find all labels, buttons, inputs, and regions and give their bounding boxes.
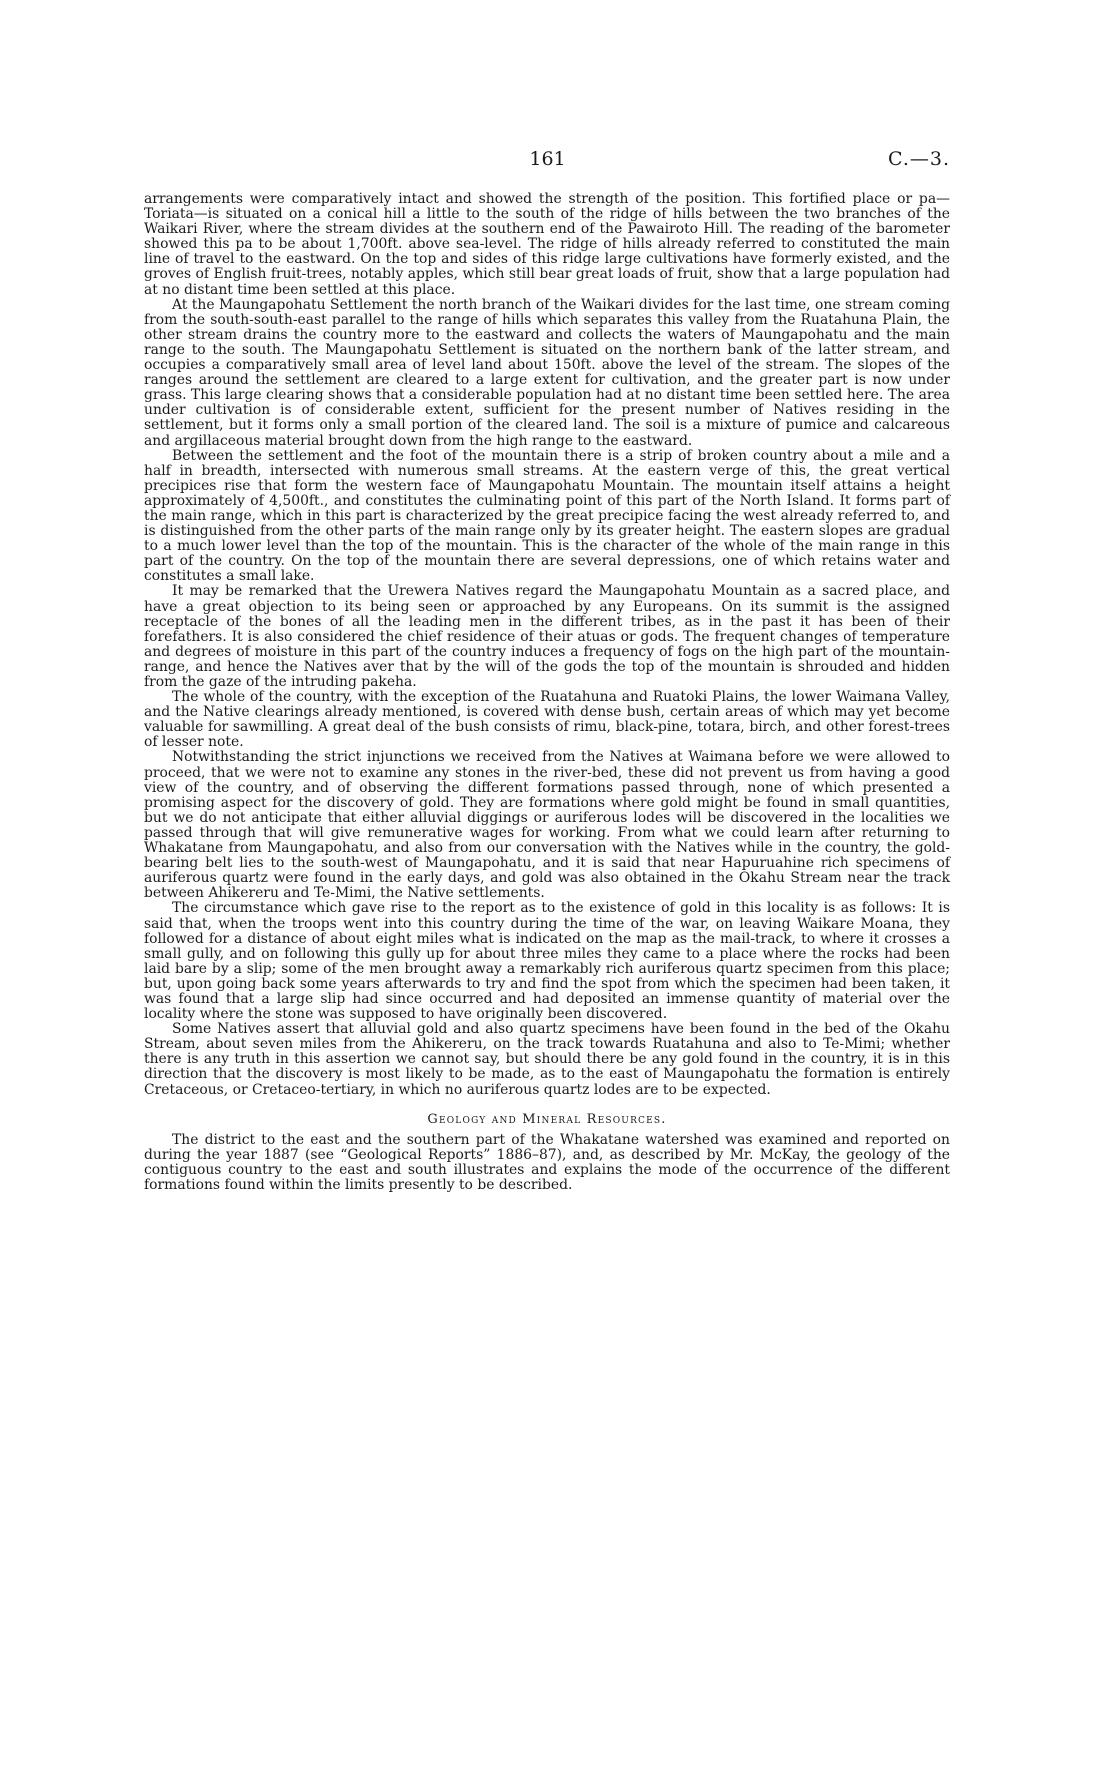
paragraph: arrangements were comparatively intact and showed the strength of the position. This fortified place or pa—Toriata—is situated on a conical hill a little to the south of the ridge of hills between the two branches of the Waikari River, where the stream divides at the southern end of the Pawairoto Hill. The reading of the barometer showed this pa to be about 1,700ft. above sea-level. The ridge of hills already referred to constituted the main line of travel to the eastward. On the top and sides of this ridge large cultivations have formerly existed, and the groves of English fruit-trees, notably apples, which still bear great loads of fruit, show that a large population had at no distant time been settled at this place. (144, 191, 950, 298)
paragraph: The whole of the country, with the exception of the Ruatahuna and Ruatoki Plains, the lower Waimana Valley, and the Native clearings already mentioned, is covered with dense bush, certain areas of which may yet become valuable for sawmilling. A great deal of the bush consists of rimu, black-pine, totara, birch, and other forest-trees of lesser note. (144, 689, 950, 751)
paragraph: At the Maungapohatu Settlement the north branch of the Waikari divides for the last time, one stream coming from the south-south-east parallel to the range of hills which separates this valley from the Ruatahuna Plain, the other stream drains the country more to the eastward and collects the waters of Maungapohatu and the main range to the south. The Maungapohatu Settlement is situated on the northern bank of the latter stream, and occupies a comparatively small area of level land about 150ft. above the level of the stream. The slopes of the ranges around the settlement are cleared to a large extent for cultivation, and the greater part is now under grass. This large clearing shows that a considerable population had at no distant time been settled here. The area under cultivation is of considerable extent, sufficient for the present number of Natives residing in the settlement, but it forms only a small portion of the cleared land. The soil is a mixture of pumice and calcareous and argillaceous material brought down from the high range to the eastward. (144, 296, 950, 449)
page-header (145, 148, 950, 176)
paragraph: It may be remarked that the Urewera Natives regard the Maungapohatu Mountain as a sacred place, and have a great objection to its being seen or approached by any Europeans. On its summit is the assigned receptacle of the bones of all the leading men in the different tribes, as in the past it has been of their forefathers. It is also considered the chief residence of their atuas or gods. The frequent changes of temperature and degrees of moisture in this part of the country induces a frequency of fogs on the high part of the mountain-range, and hence the Natives aver that by the will of the gods the top of the mountain is shrouded and hidden from the gaze of the intruding pakeha. (144, 583, 950, 690)
section-heading: Geology and Mineral Resources. (427, 1111, 667, 1127)
document-code: C.—3. (887, 148, 950, 170)
paragraph: Between the settlement and the foot of the mountain there is a strip of broken country about a mile and a half in breadth, intersected with numerous small streams. At the eastern verge of this, the great vertical precipices rise that form the western face of Maungapohatu Mountain. The mountain itself attains a height approximately of 4,500ft., and constitutes the culminating point of this part of the North Island. It forms part of the main range, which in this part is characterized by the great precipice facing the west already referred to, and is distinguished from the other parts of the main range only by its greater height. The eastern slopes are gradual to a much lower level than the top of the mountain. This is the character of the whole of the main range in this part of the country. On the top of the mountain there are several depressions, one of which retains water and constitutes a small lake. (144, 447, 950, 585)
body-text (144, 192, 950, 1193)
paragraph: The district to the east and the southern part of the Whakatane watershed was examined and reported on during the year 1887 (see “Geological Reports” 1886–87), and, as described by Mr. McKay, the geology of the contiguous country to the east and south illustrates and explains the mode of the occurrence of the different formations found within the limits presently to be described. (144, 1131, 950, 1193)
paragraph: The circumstance which gave rise to the report as to the existence of gold in this locality is as follows: It is said that, when the troops went into this country during the time of the war, on leaving Waikare Moana, they followed for a distance of about eight miles what is indicated on the map as the mail-track, to where it crosses a small gully, and on following this gully up for about three miles they came to a place where the rocks had been laid bare by a slip; some of the men brought away a remarkably rich auriferous quartz specimen from this place; but, upon going back some years afterwards to try and find the spot from which the specimen had been taken, it was found that a large slip had since occurred and had deposited an immense quantity of material over the locality where the stone was supposed to have originally been discovered. (144, 900, 950, 1023)
paragraph: Some Natives assert that alluvial gold and also quartz specimens have been found in the bed of the Okahu Stream, about seven miles from the Ahikereru, on the track towards Ruatahuna and also to Te-Mimi; whether there is any truth in this assertion we cannot say, but should there be any gold found in the country, it is in this direction that the discovery is most likely to be made, as to the east of Maungapohatu the formation is entirely Cretaceous, or Cretaceo-tertiary, in which no auriferous quartz lodes are to be expected. (144, 1021, 950, 1098)
paragraph: Notwithstanding the strict injunctions we received from the Natives at Waimana before we were allowed to proceed, that we were not to examine any stones in the river-bed, these did not prevent us from having a good view of the country, and of observing the different formations passed through, none of which presented a promising aspect for the discovery of gold. They are formations where gold might be found in small quantities, but we do not anticipate that either alluvial diggings or auriferous lodes will be discovered in the localities we passed through that will give remunerative wages for working. From what we could learn after returning to Whakatane from Maungapohatu, and also from our conversation with the Natives while in the country, the gold-bearing belt lies to the south-west of Maungapohatu, and it is said that near Hapuruahine rich specimens of auriferous quartz were found in the early days, and gold was also obtained in the Okahu Stream near the track between Ahikereru and Te-Mimi, the Native settlements. (144, 749, 950, 902)
page-number: 161 (529, 148, 566, 170)
